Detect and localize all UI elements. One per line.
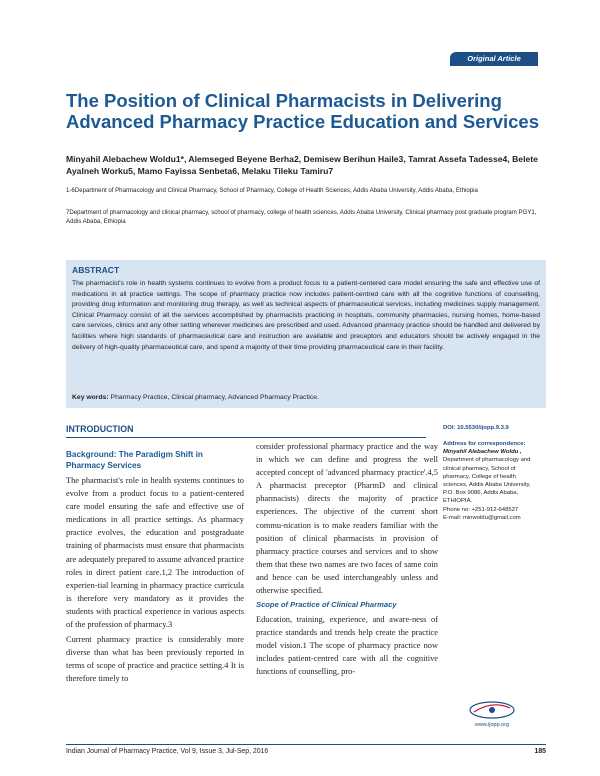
abstract-heading: ABSTRACT: [72, 265, 120, 275]
scope-subheading: Scope of Practice of Clinical Pharmacy: [256, 600, 397, 609]
background-subheading: Background: The Paradigm Shift in Pharmacy Services: [66, 450, 203, 470]
doi[interactable]: DOI: 10.5530/ijopp.9.3.9: [443, 425, 509, 431]
paragraph: The pharmacist's role in health systems continues to evolve from a product focus to a patient-centered care model ensuring the safe and effective use of medications in all practice settings. As pharmacy practice evolves, the education and postgraduate training of pharmacists must ensure that pharmacists are adequately prepared to assume advanced practice roles in direct patient care.1,2 The introduction of experien-tial learning in pharmacy practice curricula is therefore very mandatory as it provides the students with practical experience in various aspects of the profession of pharmacy.3: [66, 476, 244, 630]
keywords-label: Key words:: [72, 394, 109, 401]
column-2-text: [256, 440, 438, 599]
affiliation-1: 1-6Department of Pharmacology and Clinical Pharmacy, School of Pharmacy, College of Health Sciences, Addis Ababa University, Addis Ababa, Ethiopia: [66, 187, 478, 194]
paragraph: Current pharmacy practice is considerably more diverse than what has been previously reported in terms of scope of practice and practice setting.4 It is therefore timely to: [66, 635, 244, 684]
correspondent-address: Department of pharmacology and clinical pharmacy, School of pharmacy, College of health sciences, Addis Ababa University, P.O. Box 9086, Addis Ababa, ETHIOPIA.: [443, 457, 531, 505]
journal-logo-icon: [462, 700, 522, 720]
keywords-list: Pharmacy Practice, Clinical pharmacy, Advanced Pharmacy Practice.: [110, 394, 319, 401]
correspondent-name: Minyahil Alebachew Woldu ,: [443, 449, 522, 456]
page-number: 185: [534, 748, 546, 755]
correspondent-phone: Phone no: +251-912-648527: [443, 506, 519, 513]
paragraph: consider professional pharmacy practice and the way in which we can define and progress the well accepted concept of 'advanced pharmacy practice'.4,5 A pharmacist preceptor (PharmD and clinical pharmacists) directs the majority of practice experiences. The objective of the current short commu-nication is to make readers familiar with the position of clinical pharmacists in provision of pharmacy practice courses and services and to show them that these two names are two faces of same coin and hence can be used interchangeably unless and otherwise specified.: [256, 442, 438, 596]
keywords: [72, 394, 540, 401]
column-2-text-continued: [256, 613, 438, 680]
affiliation-2: 7Department of pharmacology and clinical pharmacy, school of pharmacy, college of health sciences, Addis Ababa University, Clinical pharmacy post graduate program PGY1, Addis Ababa, Ethiopia: [66, 209, 537, 225]
column-1-text: [66, 474, 244, 688]
article-type-tag: Original Article: [450, 52, 538, 66]
journal-website[interactable]: www.ijopp.org: [474, 722, 510, 728]
abstract-text: The pharmacist's role in health systems continues to evolve from a product focus to a patient-centered care model ensuring the safe and effective use of medications in all practice settings. The scope of pharmacy practice now includes patient-centred care with all the cognitive functions of counselling, providing drug information and monitoring drug therapy, as well as technical aspects of pharmaceutical services, including medicines supply management. Clinical Pharmacy consist of all the services accomplished by pharmacists practicing in hospitals, community pharmacies, nursing homes, home-based care services, clinics and any other setting wherever medicines are prescribed and used. Advanced pharmacy practice should be handled and delivered by facilities where high standards of pharmaceutical care and instruction are available and preceptors and educators should be actively engaged in the delivery of high-quality pharmaceutical care, and spend a majority of their time providing pharmaceutical care in their facility.: [72, 280, 540, 351]
correspondence-label: Address for correspondence:: [443, 441, 526, 447]
article-title: The Position of Clinical Pharmacists in Delivering Advanced Pharmacy Practice Education and Services: [66, 90, 539, 132]
footer-journal: Indian Journal of Pharmacy Practice, Vol 9, Issue 3, Jul-Sep, 2016: [66, 748, 269, 755]
section-divider: [66, 437, 426, 438]
introduction-heading: INTRODUCTION: [66, 424, 134, 434]
footer-divider: [66, 744, 546, 745]
correspondent-email[interactable]: E-mail: minwoldu@gmail.com: [443, 514, 521, 521]
correspondence-block: [443, 440, 541, 522]
paragraph: Education, training, experience, and aware-ness of practice standards and trends help create the practice model vision.1 The scope of pharmacy practice now includes patient-centred care with all the cognitive functions of counselling, pro-: [256, 615, 438, 677]
author-list: Minyahil Alebachew Woldu1*, Alemseged Beyene Berha2, Demisew Berihun Haile3, Tamrat Assefa Tadesse4, Belete Ayalneh Worku5, Mamo Fayissa Senbeta6, Melaku Tileku Tamiru7: [66, 154, 538, 176]
